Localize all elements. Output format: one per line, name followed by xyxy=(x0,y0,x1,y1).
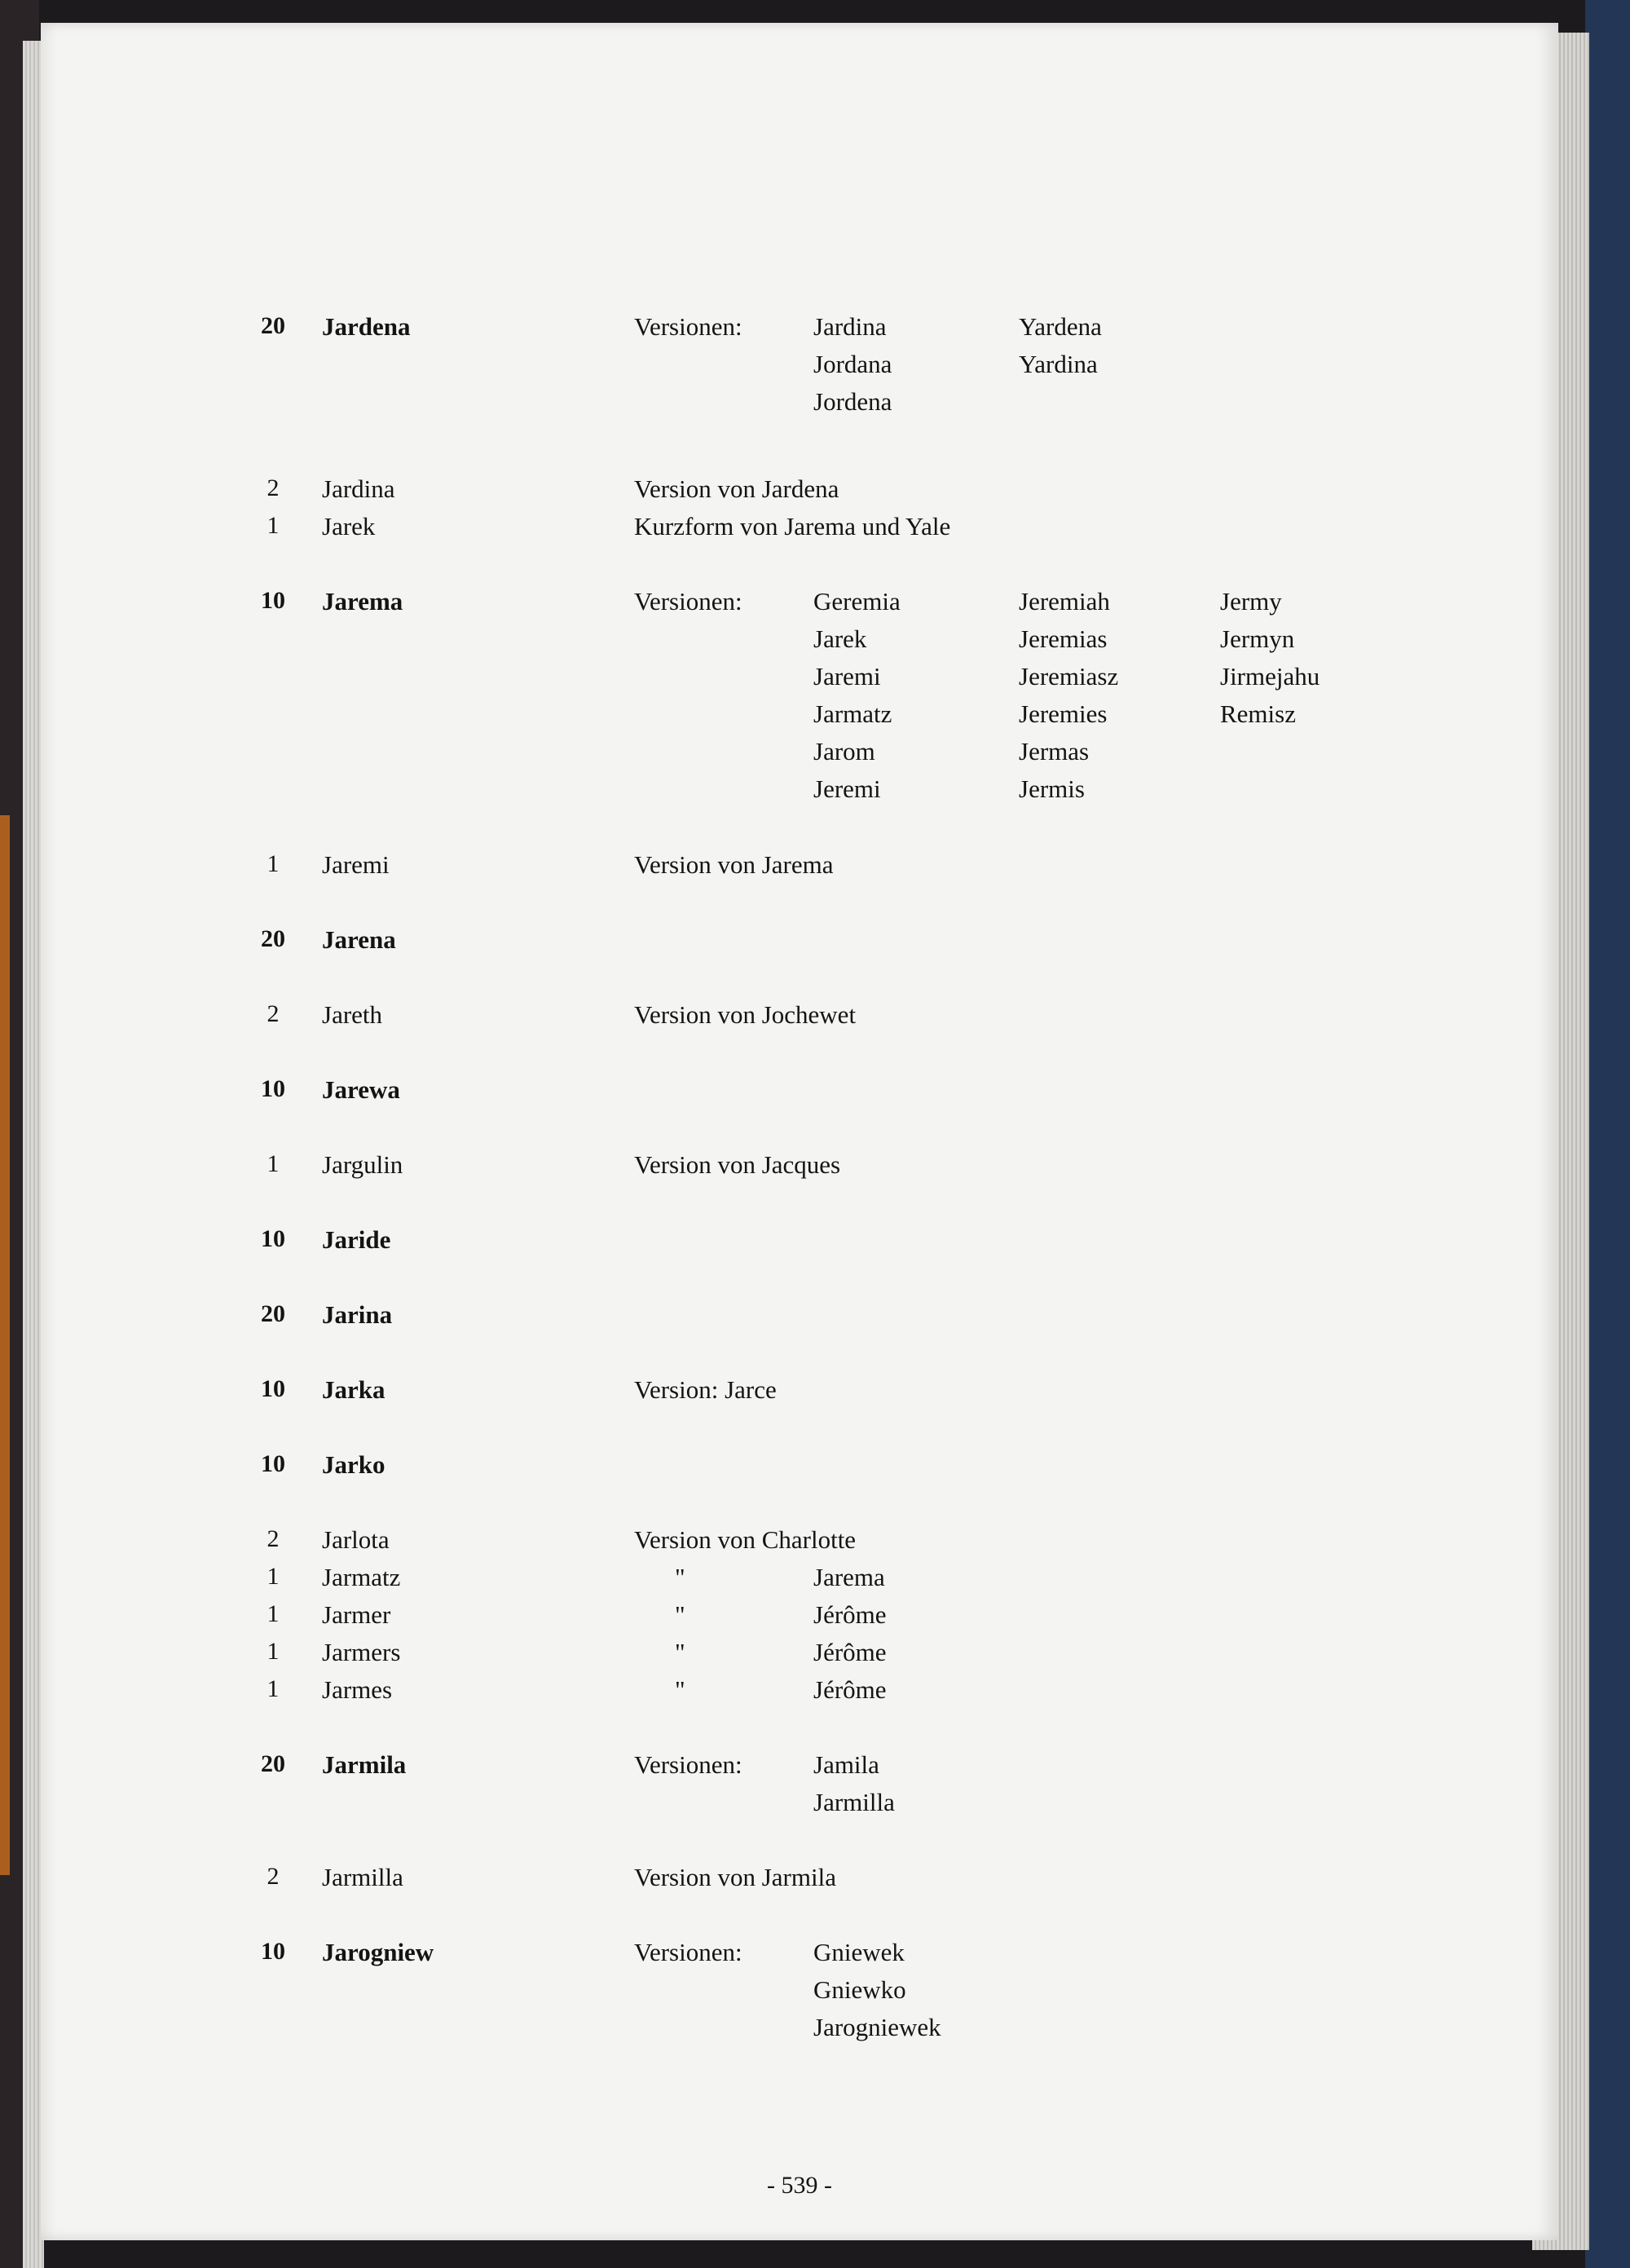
variant-name: Jermyn xyxy=(1220,624,1295,653)
variant-name: Jarogniewek xyxy=(813,2013,941,2041)
entry-number: 1 xyxy=(267,1675,280,1702)
entry-name: Jardina xyxy=(322,474,395,503)
entry-number: 2 xyxy=(267,1863,280,1890)
variant-name: Jeremiah xyxy=(1019,587,1110,616)
entry-name: Jardena xyxy=(322,312,411,341)
entry-number: 20 xyxy=(261,1300,285,1327)
variant-name: Yardina xyxy=(1019,350,1098,378)
entry-name: Jareth xyxy=(322,1000,383,1029)
entry-note: Version von Charlotte xyxy=(634,1525,857,1554)
variant-name: Jaremi xyxy=(813,662,881,691)
entry-reference: Jarema xyxy=(813,1563,885,1591)
entry-number: 10 xyxy=(261,1450,285,1477)
variant-name: Jarom xyxy=(813,737,875,766)
entry-name: Jarewa xyxy=(322,1075,400,1104)
cover-edge-highlight xyxy=(0,815,10,1875)
entry-name: Jaride xyxy=(322,1225,391,1254)
entry-number: 2 xyxy=(267,1525,280,1552)
entry-name: Jarmatz xyxy=(322,1563,401,1591)
entry-number: 10 xyxy=(261,1225,285,1252)
variant-name: Yardena xyxy=(1019,312,1102,341)
entry-name: Jarmila xyxy=(322,1750,407,1779)
variant-name: Jarmatz xyxy=(813,699,892,728)
entry-name: Jaremi xyxy=(322,850,390,879)
entry-reference: Jérôme xyxy=(813,1600,887,1629)
variant-name: Geremia xyxy=(813,587,901,616)
variant-name: Jordana xyxy=(813,350,892,378)
entry-reference: Jérôme xyxy=(813,1638,887,1666)
variant-name: Jeremiasz xyxy=(1019,662,1119,691)
variant-name: Remisz xyxy=(1220,699,1296,728)
variant-name: Jardina xyxy=(813,312,887,341)
page-number: - 539 - xyxy=(767,2172,832,2199)
entry-name: Jarlota xyxy=(322,1525,390,1554)
variant-name: Jarmilla xyxy=(813,1788,895,1816)
entry-number: 10 xyxy=(261,1375,285,1402)
entry-number: 2 xyxy=(267,474,280,501)
entry-note: Version von Jacques xyxy=(634,1150,841,1179)
book-page xyxy=(41,23,1558,2240)
entry-name: Jarmilla xyxy=(322,1863,403,1891)
variant-name: Jordena xyxy=(813,387,892,416)
entry-number: 20 xyxy=(261,1750,285,1777)
entry-number: 2 xyxy=(267,1000,280,1027)
variant-name: Jeremias xyxy=(1019,624,1108,653)
entry-note: Version von Jochewet xyxy=(634,1000,857,1029)
entry-name: Jarmer xyxy=(322,1600,391,1629)
variant-name: Jermis xyxy=(1019,774,1085,803)
entry-name: Jarek xyxy=(322,512,376,541)
entry-note: Version von Jarema xyxy=(634,850,834,879)
variant-name: Jarek xyxy=(813,624,867,653)
entry-note: Versionen: xyxy=(634,1750,742,1779)
ditto-mark: " xyxy=(675,1638,685,1666)
variant-name: Jirmejahu xyxy=(1220,662,1320,691)
entry-note: Versionen: xyxy=(634,312,742,341)
entry-note: Kurzform von Jarema und Yale xyxy=(634,512,951,541)
entry-number: 1 xyxy=(267,1150,280,1177)
entry-number: 10 xyxy=(261,1938,285,1965)
variant-name: Jermas xyxy=(1019,737,1090,766)
entry-name: Jarogniew xyxy=(322,1938,434,1966)
entry-name: Jarmes xyxy=(322,1675,393,1704)
entry-number: 10 xyxy=(261,587,285,614)
variant-name: Jeremies xyxy=(1019,699,1108,728)
entry-reference: Jérôme xyxy=(813,1675,887,1704)
entry-number: 1 xyxy=(267,1563,280,1590)
book-cover-right xyxy=(1585,0,1630,2268)
ditto-mark: " xyxy=(675,1675,685,1704)
entry-note: Version von Jarmila xyxy=(634,1863,836,1891)
variant-name: Gniewek xyxy=(813,1938,905,1966)
entry-name: Jarina xyxy=(322,1300,393,1329)
entry-number: 1 xyxy=(267,1600,280,1627)
ditto-mark: " xyxy=(675,1563,685,1591)
entry-number: 10 xyxy=(261,1075,285,1102)
entry-note: Version von Jardena xyxy=(634,474,839,503)
entry-number: 20 xyxy=(261,925,285,952)
variant-name: Gniewko xyxy=(813,1975,906,2004)
entry-name: Jarena xyxy=(322,925,396,954)
entry-note: Version: Jarce xyxy=(634,1375,777,1404)
entry-name: Jargulin xyxy=(322,1150,403,1179)
variant-name: Jermy xyxy=(1220,587,1282,616)
entry-number: 1 xyxy=(267,512,280,539)
entry-name: Jarema xyxy=(322,587,403,616)
entry-note: Versionen: xyxy=(634,1938,742,1966)
entry-number: 1 xyxy=(267,850,280,877)
entry-name: Jarka xyxy=(322,1375,385,1404)
variant-name: Jeremi xyxy=(813,774,881,803)
entry-number: 1 xyxy=(267,1638,280,1665)
entry-number: 20 xyxy=(261,312,285,339)
ditto-mark: " xyxy=(675,1600,685,1629)
entry-name: Jarko xyxy=(322,1450,385,1479)
entry-name: Jarmers xyxy=(322,1638,401,1666)
entry-note: Versionen: xyxy=(634,587,742,616)
variant-name: Jamila xyxy=(813,1750,879,1779)
